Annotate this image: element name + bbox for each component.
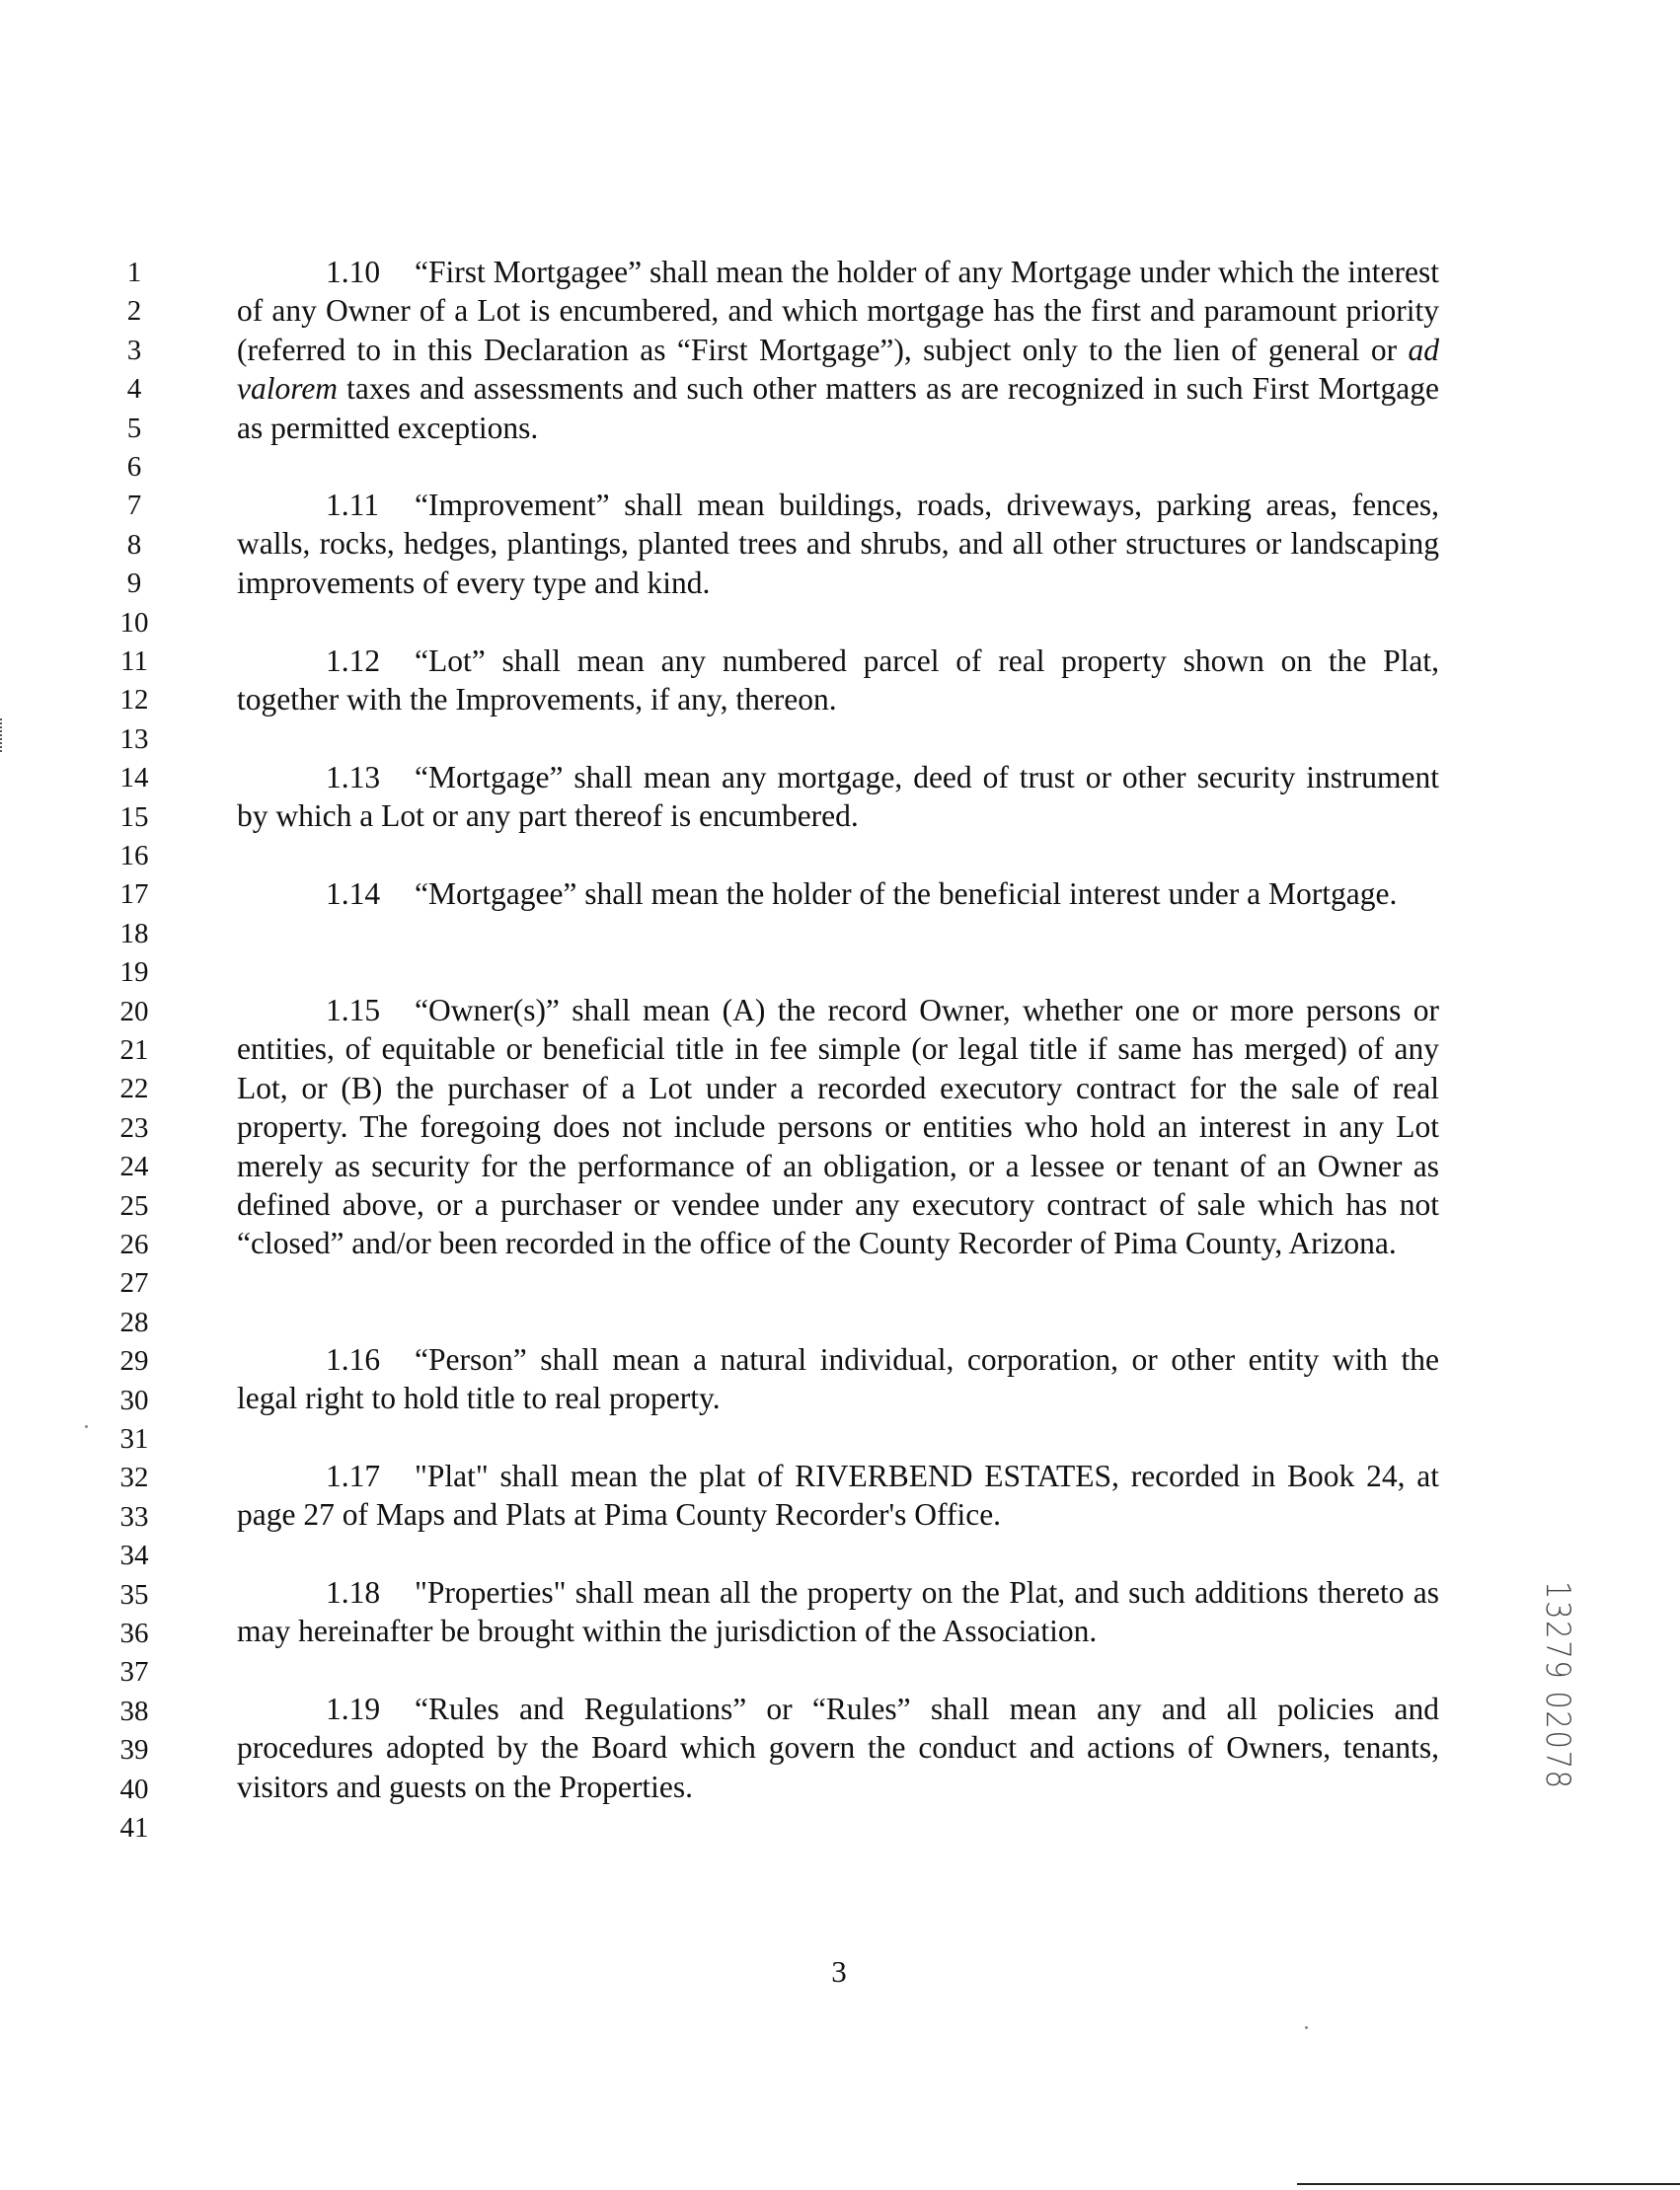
section-1-17 bbox=[237, 1457, 1439, 1535]
line-number: 3 bbox=[126, 334, 142, 366]
line-number: 33 bbox=[119, 1500, 149, 1533]
line-number: 16 bbox=[119, 840, 149, 871]
section-number: 1.12 bbox=[326, 643, 381, 678]
line-number: 19 bbox=[119, 956, 149, 989]
section-1-13 bbox=[237, 758, 1439, 836]
section-number: 1.16 bbox=[326, 1342, 381, 1377]
section-1-12 bbox=[237, 642, 1439, 719]
scan-speck bbox=[1305, 2026, 1308, 2029]
section-number: 1.19 bbox=[326, 1692, 381, 1726]
line-number: 8 bbox=[126, 528, 142, 561]
recording-stamp bbox=[1538, 1569, 1629, 1865]
line-number: 37 bbox=[119, 1656, 149, 1689]
line-number: 36 bbox=[119, 1618, 149, 1649]
line-number: 17 bbox=[119, 878, 149, 911]
section-text: “Lot” shall mean any numbered parcel of real property shown on the Plat, together with the Improvements, if any, thereon. bbox=[237, 643, 1439, 717]
recording-stamp-text: 13279 02078 bbox=[1538, 1581, 1577, 1790]
line-number: 14 bbox=[119, 762, 149, 794]
section-1-14 bbox=[237, 874, 1439, 913]
line-number: 12 bbox=[119, 684, 149, 717]
line-number: 38 bbox=[119, 1695, 149, 1727]
line-number: 40 bbox=[119, 1773, 149, 1805]
line-number: 39 bbox=[119, 1734, 149, 1767]
line-number: 21 bbox=[119, 1034, 149, 1066]
line-number: 30 bbox=[119, 1384, 149, 1416]
line-number: 18 bbox=[119, 917, 149, 949]
line-number: 28 bbox=[119, 1306, 149, 1338]
line-number: 34 bbox=[119, 1540, 149, 1572]
line-number: 24 bbox=[119, 1151, 149, 1183]
line-number: 41 bbox=[119, 1812, 149, 1844]
section-number: 1.17 bbox=[326, 1459, 381, 1493]
line-number: 23 bbox=[119, 1111, 149, 1144]
scan-bottom-edge bbox=[1297, 2183, 1680, 2185]
section-text: “Mortgage” shall mean any mortgage, deed of trust or other security instrument by which a Lot or any part thereof is encumbered. bbox=[237, 760, 1439, 834]
section-text: “Person” shall mean a natural individual, corporation, or other entity with the legal right to hold title to real property. bbox=[237, 1342, 1439, 1416]
line-number: 13 bbox=[119, 722, 149, 755]
line-number: 4 bbox=[126, 373, 142, 406]
italic-term: ad valorem bbox=[237, 332, 1439, 407]
section-text: “First Mortgagee” shall mean the holder of any Mortgage under which the interest of any Owner of a Lot is encumbered, and which mortgage has the first and paramount priority (referred to in this Declaration as “First Mortgage”), subject only to the lien of general or bbox=[237, 255, 1439, 367]
section-text: “Mortgagee” shall mean the holder of the beneficial interest under a Mortgage. bbox=[415, 876, 1398, 911]
section-text: "Properties" shall mean all the property on the Plat, and such additions thereto as may hereinafter be brought within the jurisdiction of the Association. bbox=[237, 1575, 1439, 1649]
section-text-continued: taxes and assessments and such other matters as are recognized in such First Mortgage as permitted exceptions. bbox=[237, 371, 1439, 445]
section-number: 1.14 bbox=[326, 876, 381, 911]
line-number: 26 bbox=[119, 1229, 149, 1260]
section-number: 1.11 bbox=[326, 488, 379, 522]
section-number: 1.15 bbox=[326, 993, 381, 1027]
line-number: 9 bbox=[126, 567, 142, 600]
line-number-column bbox=[0, 0, 197, 2190]
line-number: 32 bbox=[119, 1462, 149, 1494]
line-number: 29 bbox=[119, 1345, 149, 1378]
section-text: "Plat" shall mean the plat of RIVERBEND ESTATES, recorded in Book 24, at page 27 of Maps and Plats at Pima County Recorder's Office. bbox=[237, 1459, 1439, 1533]
line-number: 20 bbox=[119, 995, 149, 1027]
line-number: 22 bbox=[119, 1073, 149, 1105]
line-number: 5 bbox=[126, 412, 142, 444]
line-number: 1 bbox=[126, 257, 142, 288]
section-1-18 bbox=[237, 1573, 1439, 1651]
line-number: 6 bbox=[126, 451, 142, 483]
section-text: “Rules and Regulations” or “Rules” shall mean any and all policies and procedures adopted by the Board which govern the conduct and actions of Owners, tenants, visitors and guests on the Properties. bbox=[237, 1692, 1439, 1804]
line-number: 10 bbox=[119, 606, 149, 639]
line-number: 11 bbox=[120, 645, 148, 677]
section-1-15 bbox=[237, 991, 1439, 1263]
section-1-10 bbox=[237, 253, 1439, 447]
section-text: “Improvement” shall mean buildings, roads, driveways, parking areas, fences, walls, rocks, hedges, plantings, planted trees and shrubs, and all other structures or landscaping improvements of every type and kind. bbox=[237, 488, 1439, 600]
line-number: 35 bbox=[119, 1578, 149, 1611]
section-number: 1.10 bbox=[326, 255, 381, 289]
section-1-16 bbox=[237, 1340, 1439, 1418]
line-number: 15 bbox=[119, 800, 149, 833]
line-number: 2 bbox=[126, 295, 142, 328]
line-number: 7 bbox=[126, 490, 142, 522]
line-number: 31 bbox=[119, 1423, 149, 1455]
page-number: 3 bbox=[831, 1954, 847, 1989]
line-number: 27 bbox=[119, 1267, 149, 1300]
line-number: 25 bbox=[119, 1189, 149, 1222]
section-1-11 bbox=[237, 486, 1439, 602]
section-text: “Owner(s)” shall mean (A) the record Owner, whether one or more persons or entities, of equitable or beneficial title in fee simple (or legal title if same has merged) of any Lot, or (B) the purchaser of a Lot under a recorded executory contract for the sale of real property. The foregoing does not include persons or entities who hold an interest in any Lot merely as security for the performance of an obligation, or a lessee or tenant of an Owner as defined above, or a purchaser or vendee under any executory contract of sale which has not “closed” and/or been recorded in the office of the County Recorder of Pima County, Arizona. bbox=[237, 993, 1439, 1261]
section-number: 1.18 bbox=[326, 1575, 381, 1610]
section-number: 1.13 bbox=[326, 760, 381, 794]
section-1-19 bbox=[237, 1690, 1439, 1806]
